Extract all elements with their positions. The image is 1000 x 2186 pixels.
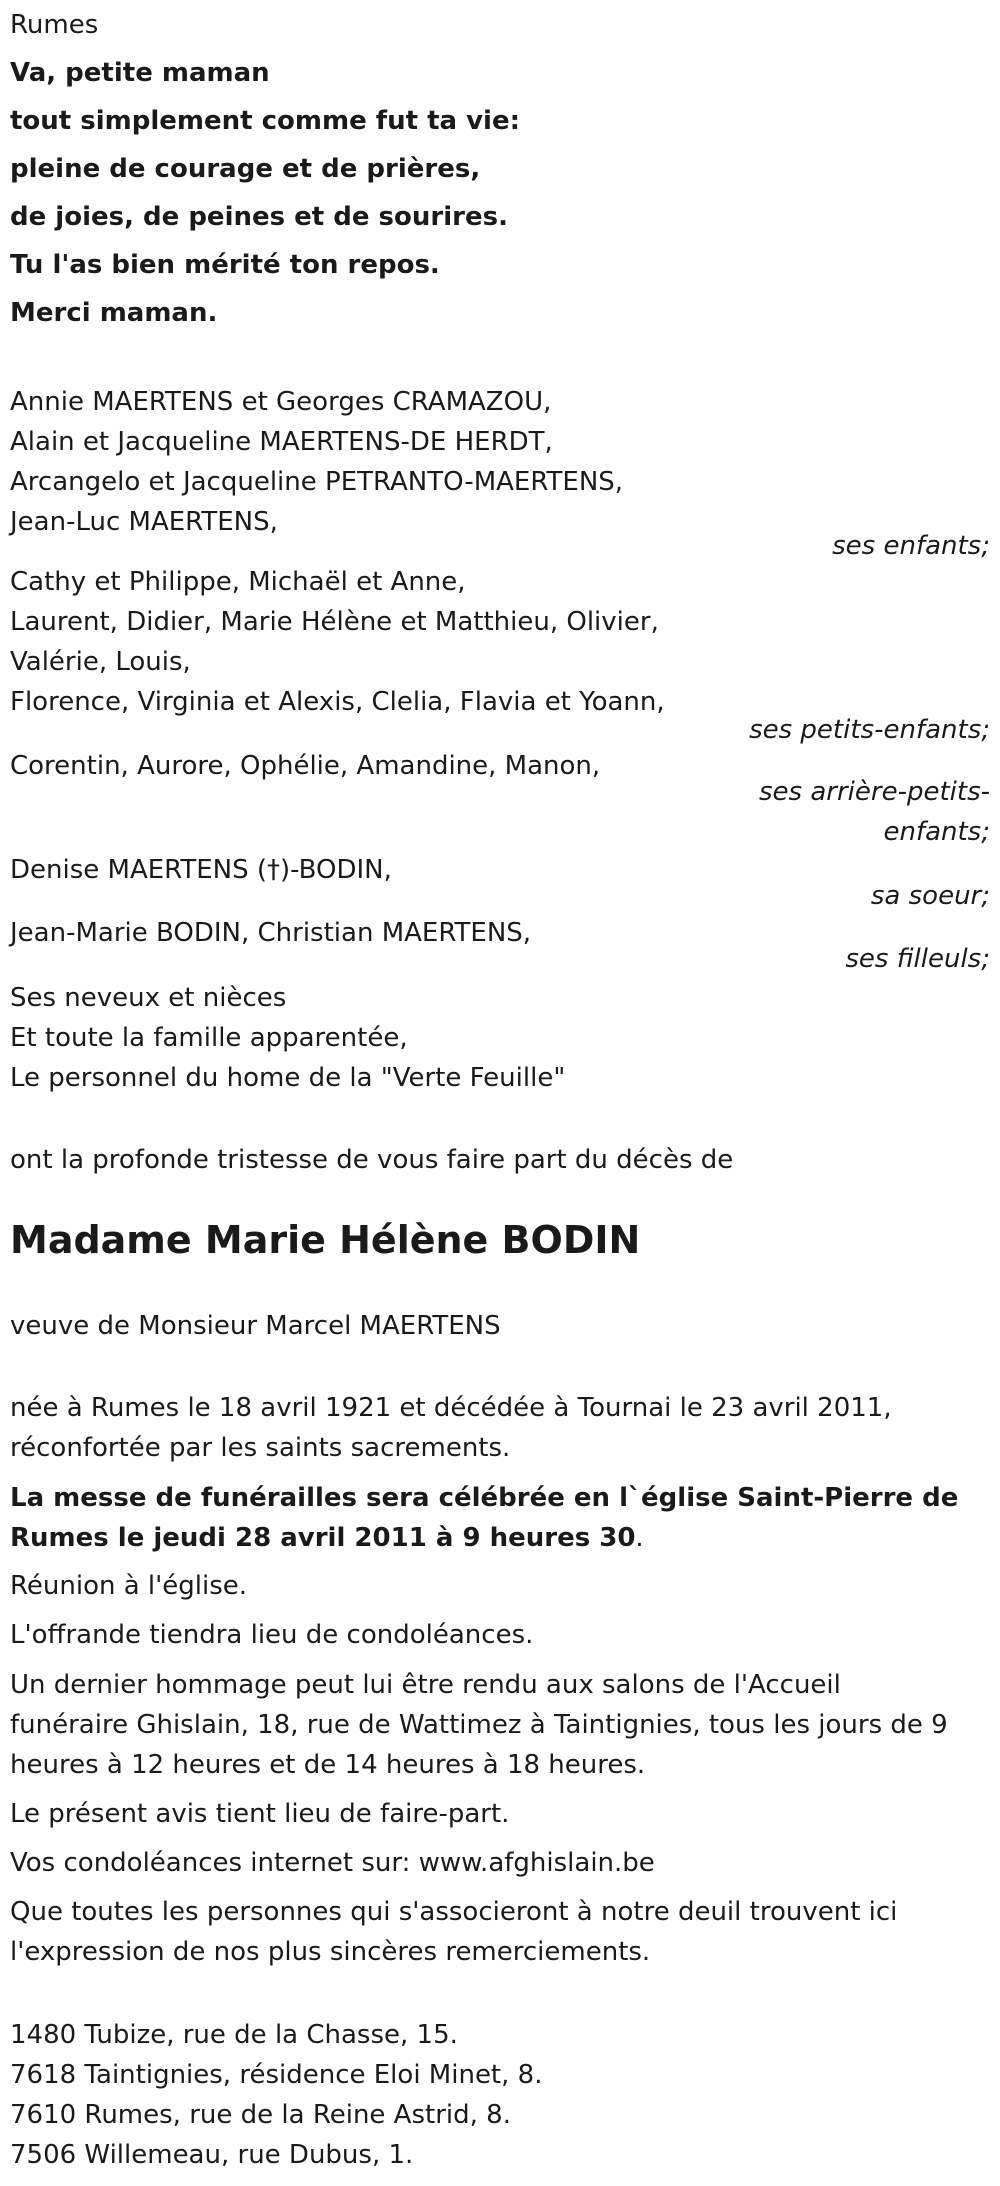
thanks-1: Que toutes les personnes qui s'associeront à notre deuil trouvent ici <box>10 1897 898 1927</box>
notice: Le présent avis tient lieu de faire-part. <box>10 1799 510 1829</box>
great-grandchildren-label-1: ses arrière-petits- <box>759 777 990 807</box>
homage-3: heures à 12 heures et de 14 heures à 18 heures. <box>10 1750 646 1780</box>
poem-line-1: Va, petite maman <box>10 58 270 88</box>
poem-line-6: Merci maman. <box>10 298 218 328</box>
others-2: Et toute la famille apparentée, <box>10 1023 408 1053</box>
address-1: 1480 Tubize, rue de la Chasse, 15. <box>10 2020 458 2050</box>
grandchild-4: Florence, Virginia et Alexis, Clelia, Flavia et Yoann, <box>10 687 665 717</box>
grandchild-2: Laurent, Didier, Marie Hélène et Matthieu, Olivier, <box>10 607 659 637</box>
funeral-line-1: La messe de funérailles sera célébrée en l`église Saint-Pierre de <box>10 1483 959 1513</box>
great-grandchildren: Corentin, Aurore, Ophélie, Amandine, Manon, <box>10 751 601 781</box>
homage-1: Un dernier hommage peut lui être rendu aux salons de l'Accueil <box>10 1670 841 1700</box>
poem-line-2: tout simplement comme fut ta vie: <box>10 106 520 136</box>
funeral-line-2-wrap <box>10 1518 644 1558</box>
homage-2: funéraire Ghislain, 18, rue de Wattimez à Taintignies, tous les jours de 9 <box>10 1710 948 1740</box>
funeral-line-2: Rumes le jeudi 28 avril 2011 à 9 heures 30 <box>10 1523 636 1553</box>
grandchild-1: Cathy et Philippe, Michaël et Anne, <box>10 567 466 597</box>
funeral-line-2-end: . <box>635 1523 644 1553</box>
child-2: Alain et Jacqueline MAERTENS-DE HERDT, <box>10 427 553 457</box>
godchildren-label: ses filleuls; <box>845 944 990 974</box>
birth-death-1: née à Rumes le 18 avril 1921 et décédée à Tournai le 23 avril 2011, <box>10 1393 892 1423</box>
poem-line-5: Tu l'as bien mérité ton repos. <box>10 250 440 280</box>
offering: L'offrande tiendra lieu de condoléances. <box>10 1620 534 1650</box>
address-2: 7618 Taintignies, résidence Eloi Minet, 8. <box>10 2060 543 2090</box>
great-grandchildren-label-2: enfants; <box>883 817 990 847</box>
poem-line-3: pleine de courage et de prières, <box>10 154 481 184</box>
child-1: Annie MAERTENS et Georges CRAMAZOU, <box>10 387 552 417</box>
poem-line-4: de joies, de peines et de sourires. <box>10 202 508 232</box>
address-3: 7610 Rumes, rue de la Reine Astrid, 8. <box>10 2100 511 2130</box>
sister-label: sa soeur; <box>870 881 990 911</box>
others-3: Le personnel du home de la "Verte Feuille" <box>10 1063 566 1093</box>
reunion: Réunion à l'église. <box>10 1571 248 1601</box>
widow-of: veuve de Monsieur Marcel MAERTENS <box>10 1311 501 1341</box>
grandchild-3: Valérie, Louis, <box>10 647 191 677</box>
location: Rumes <box>10 10 99 40</box>
condolences: Vos condoléances internet sur: www.afghislain.be <box>10 1848 655 1878</box>
godchildren: Jean-Marie BODIN, Christian MAERTENS, <box>10 918 532 948</box>
child-4: Jean-Luc MAERTENS, <box>10 507 278 537</box>
deceased-name: Madame Marie Hélène BODIN <box>10 1218 641 1262</box>
grandchildren-label: ses petits-enfants; <box>749 715 990 745</box>
sister: Denise MAERTENS (†)-BODIN, <box>10 855 392 885</box>
child-3: Arcangelo et Jacqueline PETRANTO-MAERTENS, <box>10 467 624 497</box>
announcement: ont la profonde tristesse de vous faire part du décès de <box>10 1145 734 1175</box>
others-1: Ses neveux et nièces <box>10 983 287 1013</box>
thanks-2: l'expression de nos plus sincères remerciements. <box>10 1937 651 1967</box>
address-4: 7506 Willemeau, rue Dubus, 1. <box>10 2140 414 2170</box>
children-label: ses enfants; <box>832 531 990 561</box>
birth-death-2: réconfortée par les saints sacrements. <box>10 1433 511 1463</box>
